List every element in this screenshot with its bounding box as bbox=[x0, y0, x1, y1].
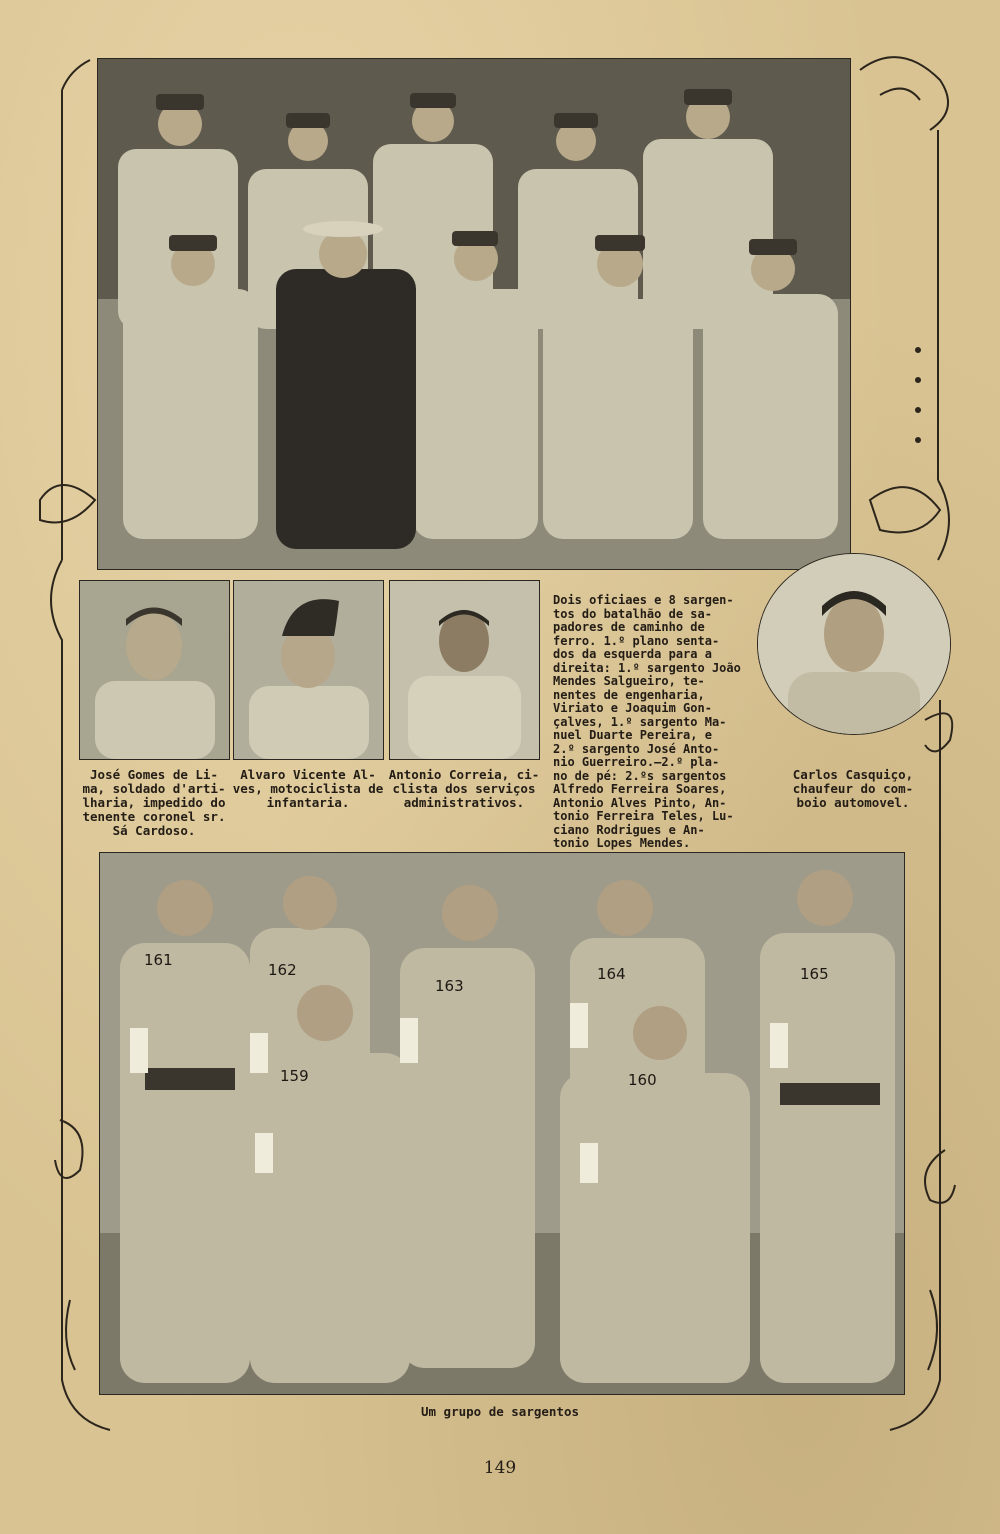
caption-group-description: Dois oficiaes e 8 sargen- tos do batalhão de sa- padores de caminho de ferro. 1.º plano senta- dos da esquerda para a direita: 1.º sargento João Mendes Salgueiro, te- nentes de engenharia, Viriato e Joaquim Gon- çalves, 1.º sargento Ma- nuel Duarte Pereira, e 2.º sargento José Anto- nio Guerreiro.—2.º pla- no de pé: 2.ºs sargentos Alfredo Ferreira Soares, Antonio Alves Pinto, An- tonio Ferreira Teles, Lu- ciano Rodrigues e An- tonio Lopes Mendes. bbox=[553, 593, 741, 850]
portrait-antonio-correia bbox=[389, 580, 540, 760]
portrait-jose-gomes-figure bbox=[80, 581, 229, 759]
caption-sergeants-group: Um grupo de sargentos bbox=[420, 1404, 580, 1419]
portrait-carlos-casquico bbox=[757, 553, 951, 735]
caption-carlos-casquico: Carlos Casquiço, chaufeur do com- boio automovel. bbox=[792, 767, 914, 810]
portrait-antonio-correia-figure bbox=[390, 581, 539, 759]
group-photo-officers bbox=[97, 58, 851, 570]
chest-number-163: 163 bbox=[435, 977, 464, 995]
group-photo-officers-figures bbox=[98, 59, 850, 569]
chest-number-160: 160 bbox=[628, 1071, 657, 1089]
caption-jose-gomes: José Gomes de Li- ma, soldado d'arti- lharia, impedido do tenente coronel sr. Sá Cardoso. bbox=[82, 767, 226, 838]
caption-alvaro-vicente: Alvaro Vicente Al- ves, motociclista de infantaria. bbox=[232, 767, 384, 810]
page-number: 149 bbox=[483, 1458, 517, 1478]
portrait-alvaro-vicente-figure bbox=[234, 581, 383, 759]
chest-number-164: 164 bbox=[597, 965, 626, 983]
chest-number-165: 165 bbox=[800, 965, 829, 983]
group-photo-sergeants bbox=[99, 852, 905, 1395]
chest-number-161: 161 bbox=[144, 951, 173, 969]
portrait-alvaro-vicente bbox=[233, 580, 384, 760]
portrait-jose-gomes bbox=[79, 580, 230, 760]
group-photo-sergeants-figures bbox=[100, 853, 904, 1394]
caption-antonio-correia: Antonio Correia, ci- clista dos serviços administrativos. bbox=[388, 767, 540, 810]
portrait-carlos-casquico-figure bbox=[758, 554, 950, 734]
chest-number-162: 162 bbox=[268, 961, 297, 979]
chest-number-159: 159 bbox=[280, 1067, 309, 1085]
